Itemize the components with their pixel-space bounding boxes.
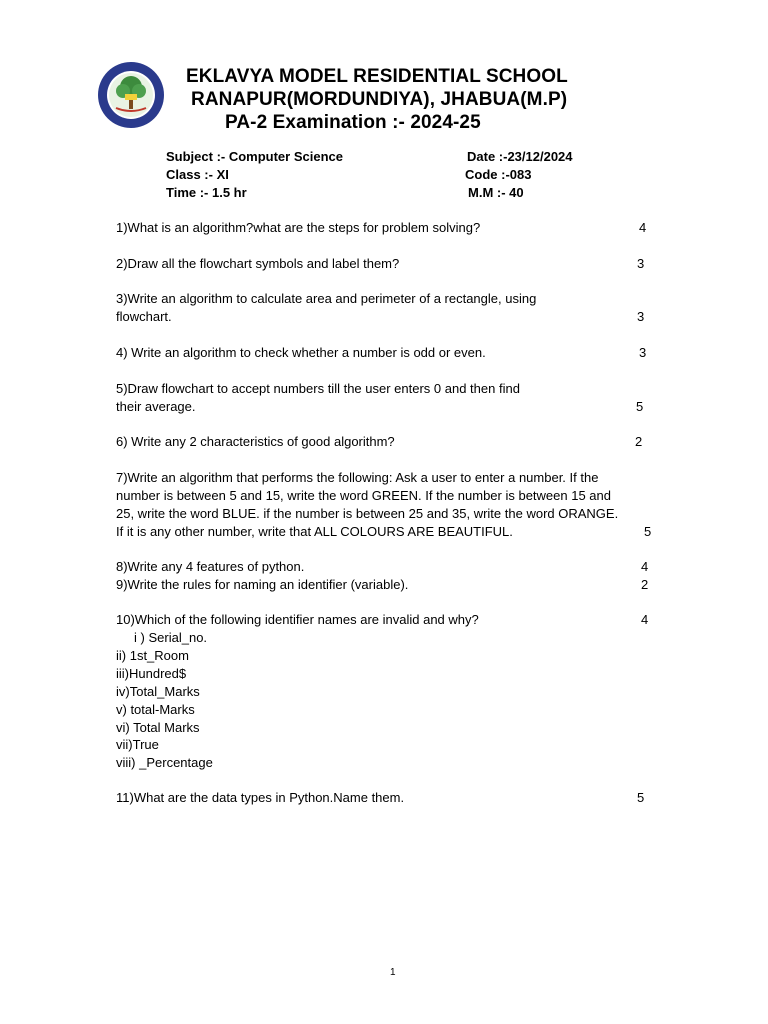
subject-label: Subject :- Computer Science [166,149,343,164]
page-number: 1 [390,967,396,978]
exam-title: PA-2 Examination :- 2024-25 [225,112,481,133]
question-4-marks: 3 [639,345,647,360]
question-3-marks: 3 [637,309,645,324]
school-emblem-icon [88,60,174,130]
question-10-option: ii) 1st_Room [116,648,189,663]
question-4: 4) Write an algorithm to check whether a number is odd or even. [116,345,486,360]
question-5-line-2: their average. [116,399,196,414]
code-label: Code :-083 [465,167,532,182]
question-8: 8)Write any 4 features of python. [116,559,305,574]
question-10-option: iv)Total_Marks [116,684,200,699]
question-2: 2)Draw all the flowchart symbols and label them? [116,256,400,271]
question-10-option: v) total-Marks [116,702,195,717]
question-9-marks: 2 [641,577,649,592]
question-10-option: i ) Serial_no. [116,630,208,645]
question-10-option: iii)Hundred$ [116,666,187,681]
question-1: 1)What is an algorithm?what are the steps for problem solving? [116,220,481,235]
question-6-marks: 2 [635,434,643,449]
question-11: 11)What are the data types in Python.Name them. [116,790,405,805]
question-10-option: viii) _Percentage [116,755,213,770]
question-10-option: vii)True [116,737,159,752]
question-7-line-2: number is between 5 and 15, write the word GREEN. If the number is between 15 and [116,488,611,503]
question-7-line-1: 7)Write an algorithm that performs the following: Ask a user to enter a number. If the [116,470,599,485]
date-label: Date :-23/12/2024 [467,149,573,164]
question-8-marks: 4 [641,559,649,574]
question-10-marks: 4 [641,612,649,627]
question-5-marks: 5 [636,399,644,414]
question-5-line-1: 5)Draw flowchart to accept numbers till the user enters 0 and then find [116,381,520,396]
question-7-line-4: If it is any other number, write that ALL COLOURS ARE BEAUTIFUL. [116,524,513,539]
question-3-line-1: 3)Write an algorithm to calculate area and perimeter of a rectangle, using [116,291,537,306]
question-10-option: vi) Total Marks [116,720,200,735]
question-11-marks: 5 [637,790,645,805]
school-name: EKLAVYA MODEL RESIDENTIAL SCHOOL [186,66,568,87]
question-7-marks: 5 [644,524,652,539]
question-2-marks: 3 [637,256,645,271]
question-3-line-2: flowchart. [116,309,172,324]
time-label: Time :- 1.5 hr [166,185,247,200]
question-9: 9)Write the rules for naming an identifier (variable). [116,577,409,592]
max-marks-label: M.M :- 40 [468,185,524,200]
question-1-marks: 4 [639,220,647,235]
question-7-line-3: 25, write the word BLUE. if the number is between 25 and 35, write the word ORANGE. [116,506,619,521]
school-address: RANAPUR(MORDUNDIYA), JHABUA(M.P) [191,89,568,110]
class-label: Class :- XI [166,167,229,182]
question-10: 10)Which of the following identifier names are invalid and why? [116,612,479,627]
question-6: 6) Write any 2 characteristics of good algorithm? [116,434,395,449]
